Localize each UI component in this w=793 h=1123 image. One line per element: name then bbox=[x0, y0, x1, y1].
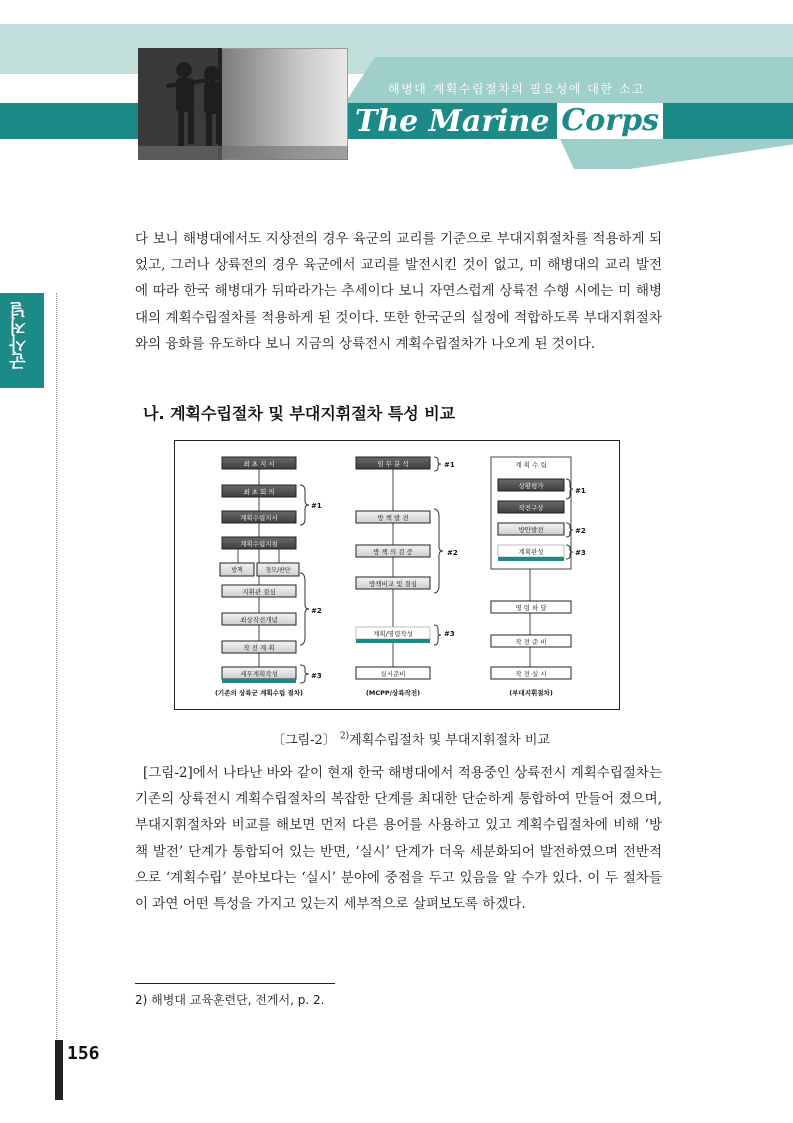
procedure-diagram bbox=[175, 441, 619, 709]
legacy-step-7 bbox=[222, 641, 296, 653]
marines-photo-image bbox=[138, 48, 348, 160]
legacy-step-4 bbox=[222, 537, 296, 549]
section-heading: 나. 계획수립절차 및 부대지휘절차 특성 비교 bbox=[143, 404, 456, 423]
svg-text:계획수립지침: 계획수립지침 bbox=[240, 540, 278, 548]
troop-brace-1: #1 bbox=[575, 487, 586, 495]
svg-text:방책비교 및 결심: 방책비교 및 결심 bbox=[368, 580, 418, 588]
page-number: 156 bbox=[67, 1043, 100, 1064]
svg-text:계획/명령작성: 계획/명령작성 bbox=[373, 630, 413, 638]
svg-text:최상작전개념: 최상작전개념 bbox=[240, 616, 278, 624]
header-bottom-wedge bbox=[560, 139, 793, 169]
svg-text:방책: 방책 bbox=[231, 567, 243, 574]
legacy-split-right bbox=[257, 563, 299, 576]
mcpp-step-4 bbox=[356, 577, 430, 589]
svg-text:작전구상: 작전구상 bbox=[518, 504, 544, 512]
header-title-main: The Marine bbox=[355, 103, 550, 139]
legacy-step-2 bbox=[222, 485, 296, 497]
legacy-column-label: (기존의 상륙군 계획수립 절차) bbox=[214, 689, 304, 697]
svg-text:최 초 지 시: 최 초 지 시 bbox=[243, 460, 275, 468]
figure-caption-text: 계획수립절차 및 부대지휘절차 비교 bbox=[349, 733, 550, 748]
svg-text:실시준비: 실시준비 bbox=[380, 670, 406, 678]
legacy-brace-3: #3 bbox=[311, 672, 322, 680]
column-mcpp bbox=[356, 457, 458, 697]
mcpp-brace-2: #2 bbox=[447, 549, 458, 557]
body-paragraph-1: 다 보니 해병대에서도 지상전의 경우 육군의 교리를 기준으로 부대지휘절차를 적용하게 되었고, 그러나 상륙전의 경우 육군에서 교리를 발전시킨 것이 없고, 미 해병대의 교리 발전에 따라 한국 해병대가 뒤따라가는 추세이다 보니 자연스럽게 상륙전 수행 시에는 미 해병대의 계획수립절차를 적용하게 된 것이다. 또한 한국군의 실정에 적합하도록 부대지휘절차와의 융화를 유도하다 보니 지금의 상륙전시 계획수립절차가 나오게 된 것이다. bbox=[135, 231, 662, 352]
svg-text:세무계획작성: 세무계획작성 bbox=[240, 670, 278, 678]
figure-caption bbox=[272, 729, 550, 748]
mcpp-column-label: (MCPP/상륙작전) bbox=[365, 689, 421, 697]
troop-step-5 bbox=[491, 601, 571, 613]
legacy-step-3 bbox=[222, 511, 296, 523]
mcpp-step-6 bbox=[356, 667, 430, 679]
troop-step-2 bbox=[498, 501, 564, 513]
troop-step-6 bbox=[491, 635, 571, 647]
header-title bbox=[355, 103, 663, 139]
troop-step-3 bbox=[498, 523, 564, 535]
svg-text:청모/판단: 청모/판단 bbox=[265, 567, 291, 574]
troop-step-7 bbox=[491, 667, 571, 679]
footnote: 2) 해병대 교육훈련단, 전게서, p. 2. bbox=[135, 993, 325, 1007]
svg-text:방 책 발 전: 방 책 발 전 bbox=[377, 514, 409, 522]
column-legacy-procedure bbox=[215, 457, 322, 697]
svg-text:지휘관 결심: 지휘관 결심 bbox=[242, 588, 276, 596]
header-photo bbox=[138, 48, 348, 160]
troop-step-1 bbox=[498, 479, 564, 491]
footer-bar bbox=[55, 1040, 63, 1100]
mcpp-brace-1: #1 bbox=[444, 461, 455, 469]
svg-text:작 전 계 획: 작 전 계 획 bbox=[243, 644, 275, 652]
header-subtitle: 해병대 계획수립절차의 필요성에 대한 소고 bbox=[388, 82, 645, 96]
svg-text:계획판성: 계획판성 bbox=[518, 548, 544, 556]
troop-brace-3: #3 bbox=[575, 549, 586, 557]
troop-leading-header: 계 획 수 립 bbox=[515, 461, 547, 469]
troop-step-4 bbox=[498, 545, 564, 561]
legacy-step-5 bbox=[222, 585, 296, 597]
troop-leading-column-label: (부대지휘절차) bbox=[509, 689, 553, 697]
legacy-brace-1: #1 bbox=[311, 502, 322, 510]
figure-caption-footnote-ref: 2) bbox=[339, 731, 350, 742]
comparison-figure bbox=[174, 440, 620, 710]
svg-text:상황평가: 상황평가 bbox=[518, 482, 544, 490]
legacy-split-left bbox=[220, 563, 254, 576]
svg-text:명 령 하 달: 명 령 하 달 bbox=[515, 604, 547, 612]
footnote-rule bbox=[135, 983, 335, 984]
troop-brace-2: #2 bbox=[575, 527, 586, 535]
side-dotted-line bbox=[56, 293, 57, 1053]
mcpp-step-3 bbox=[356, 545, 430, 557]
svg-text:방안발전: 방안발전 bbox=[518, 526, 544, 534]
header-title-box: Corps bbox=[557, 103, 663, 139]
mcpp-brace-3: #3 bbox=[444, 630, 455, 638]
side-tab-label: 군사저널 bbox=[10, 302, 30, 370]
mcpp-step-2 bbox=[356, 511, 430, 523]
svg-text:임 무 분 석: 임 무 분 석 bbox=[377, 460, 409, 468]
svg-text:방 책 의 검 증: 방 책 의 검 증 bbox=[373, 548, 413, 556]
mcpp-step-1 bbox=[356, 457, 430, 469]
legacy-step-final bbox=[222, 667, 296, 683]
svg-text:작 전 실 시: 작 전 실 시 bbox=[515, 670, 547, 678]
legacy-step-6 bbox=[222, 613, 296, 625]
body-paragraph-2: [그림-2]에서 나타난 바와 같이 현재 한국 해병대에서 적용중인 상륙전시 계획수립절차는 기존의 상륙전시 계획수립절차의 복잡한 단계를 최대한 단순하게 통합하여 만들어 졌으며, 부대지휘절차와 비교를 해보면 먼저 다른 용어를 사용하고 있고 계획수립절차에 비해 ‘방책 발전’ 단계가 통합되어 있는 반면, ‘실시’ 단계가 더욱 세분화되어 발전하였으며 전반적으로 ‘계획수립’ 분야보다는 ‘실시’ 분야에 중점을 두고 있음을 알 수가 있다. 이 두 절차들이 과연 어떤 특성을 가지고 있는지 세부적으로 살펴보도록 하겠다. bbox=[135, 765, 662, 913]
svg-text:계획수립지시: 계획수립지시 bbox=[240, 514, 278, 522]
svg-text:작 전 준 비: 작 전 준 비 bbox=[515, 638, 547, 646]
legacy-brace-2: #2 bbox=[311, 607, 322, 615]
column-troop-leading bbox=[491, 457, 586, 697]
mcpp-step-5 bbox=[356, 627, 430, 643]
legacy-step-1 bbox=[222, 457, 296, 469]
figure-caption-prefix: 〔그림-2〕 bbox=[272, 733, 336, 748]
svg-text:최 초 회 의: 최 초 회 의 bbox=[243, 488, 275, 496]
